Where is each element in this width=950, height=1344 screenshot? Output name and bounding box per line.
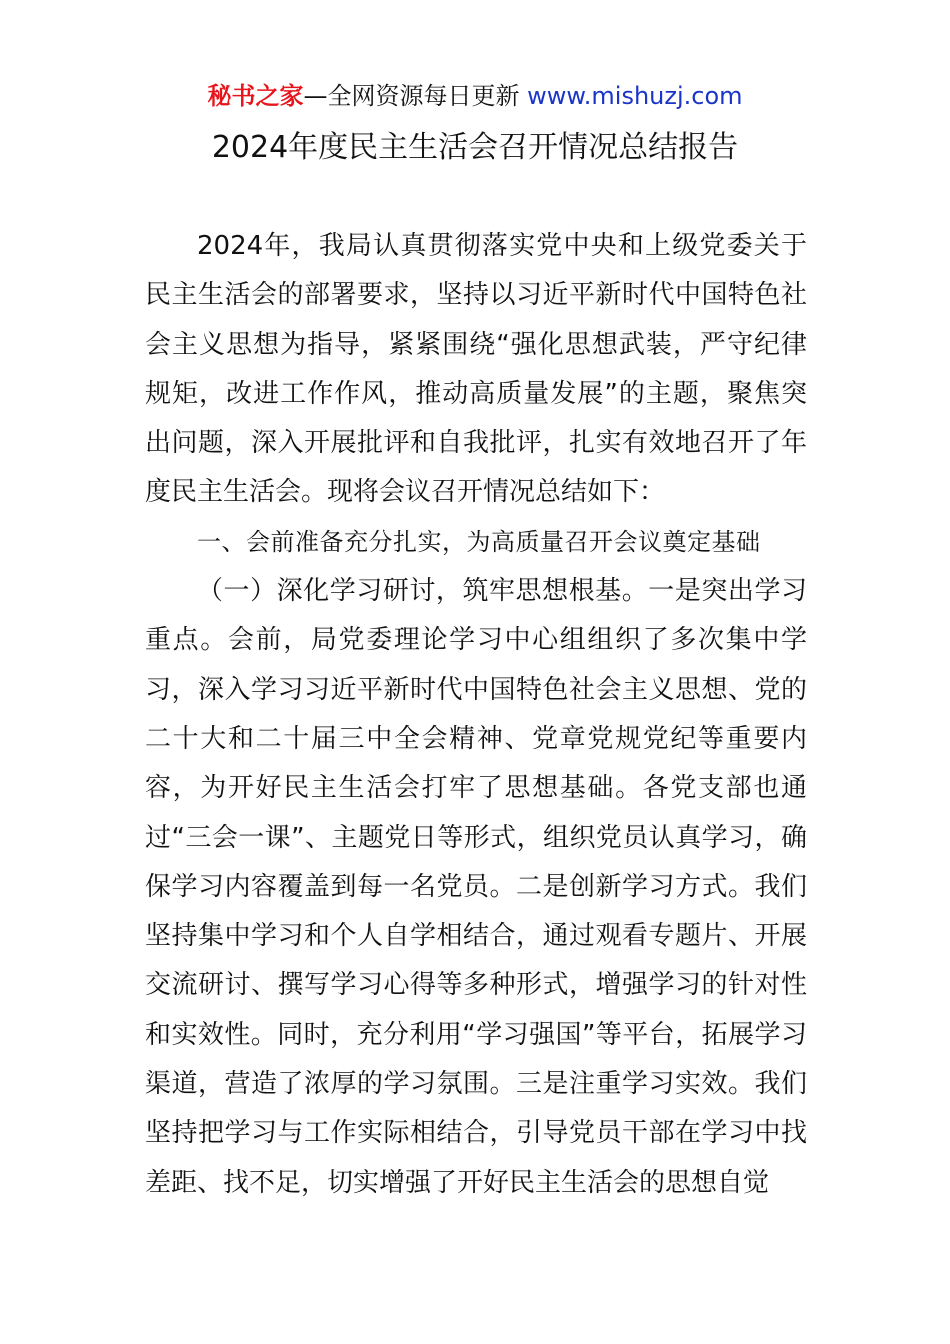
section-1-heading: 一、会前准备充分扎实，为高质量召开会议奠定基础 <box>197 527 761 556</box>
document-title: 2024年度民主生活会召开情况总结报告 <box>211 130 739 165</box>
section-1-1-paragraph: （一）深化学习研讨，筑牢思想根基。一是突出学习重点。会前，局党委理论学习中心组组织了多次集中学习，深入学习习近平新时代中国特色社会主义思想、党的二十大和二十届三中全会精神、党章党规党纪等重要内容，为开好民主生活会打牢了思想基础。各党支部也通过“三会一课”、主题党日等形式，组织党员认真学习，确保学习内容覆盖到每一名党员。二是创新学习方式。我们坚持集中学习和个人自学相结合，通过观看专题片、开展交流研讨、撰写学习心得等多种形式，增强学习的针对性和实效性。同时，充分利用“学习强国”等平台，拓展学习渠道，营造了浓厚的学习氛围。三是注重学习实效。我们坚持把学习与工作实际相结合，引导党员干部在学习中找差距、找不足，切实增强了开好民主生活会的思想自觉 <box>145 576 807 1198</box>
watermark-brand: 秘书之家 <box>207 82 304 110</box>
site-watermark <box>0 80 950 112</box>
watermark-url[interactable]: www.mishuzj.com <box>527 82 743 110</box>
watermark-tagline: —全网资源每日更新 <box>303 82 528 110</box>
intro-paragraph: 2024年，我局认真贯彻落实党中央和上级党委关于民主生活会的部署要求，坚持以习近平新时代中国特色社会主义思想为指导，紧紧围绕“强化思想武装，严守纪律规矩，改进工作作风，推动高质量发展”的主题，聚焦突出问题，深入开展批评和自我批评，扎实有效地召开了年度民主生活会。现将会议召开情况总结如下： <box>145 231 807 508</box>
document-body <box>145 222 807 1208</box>
